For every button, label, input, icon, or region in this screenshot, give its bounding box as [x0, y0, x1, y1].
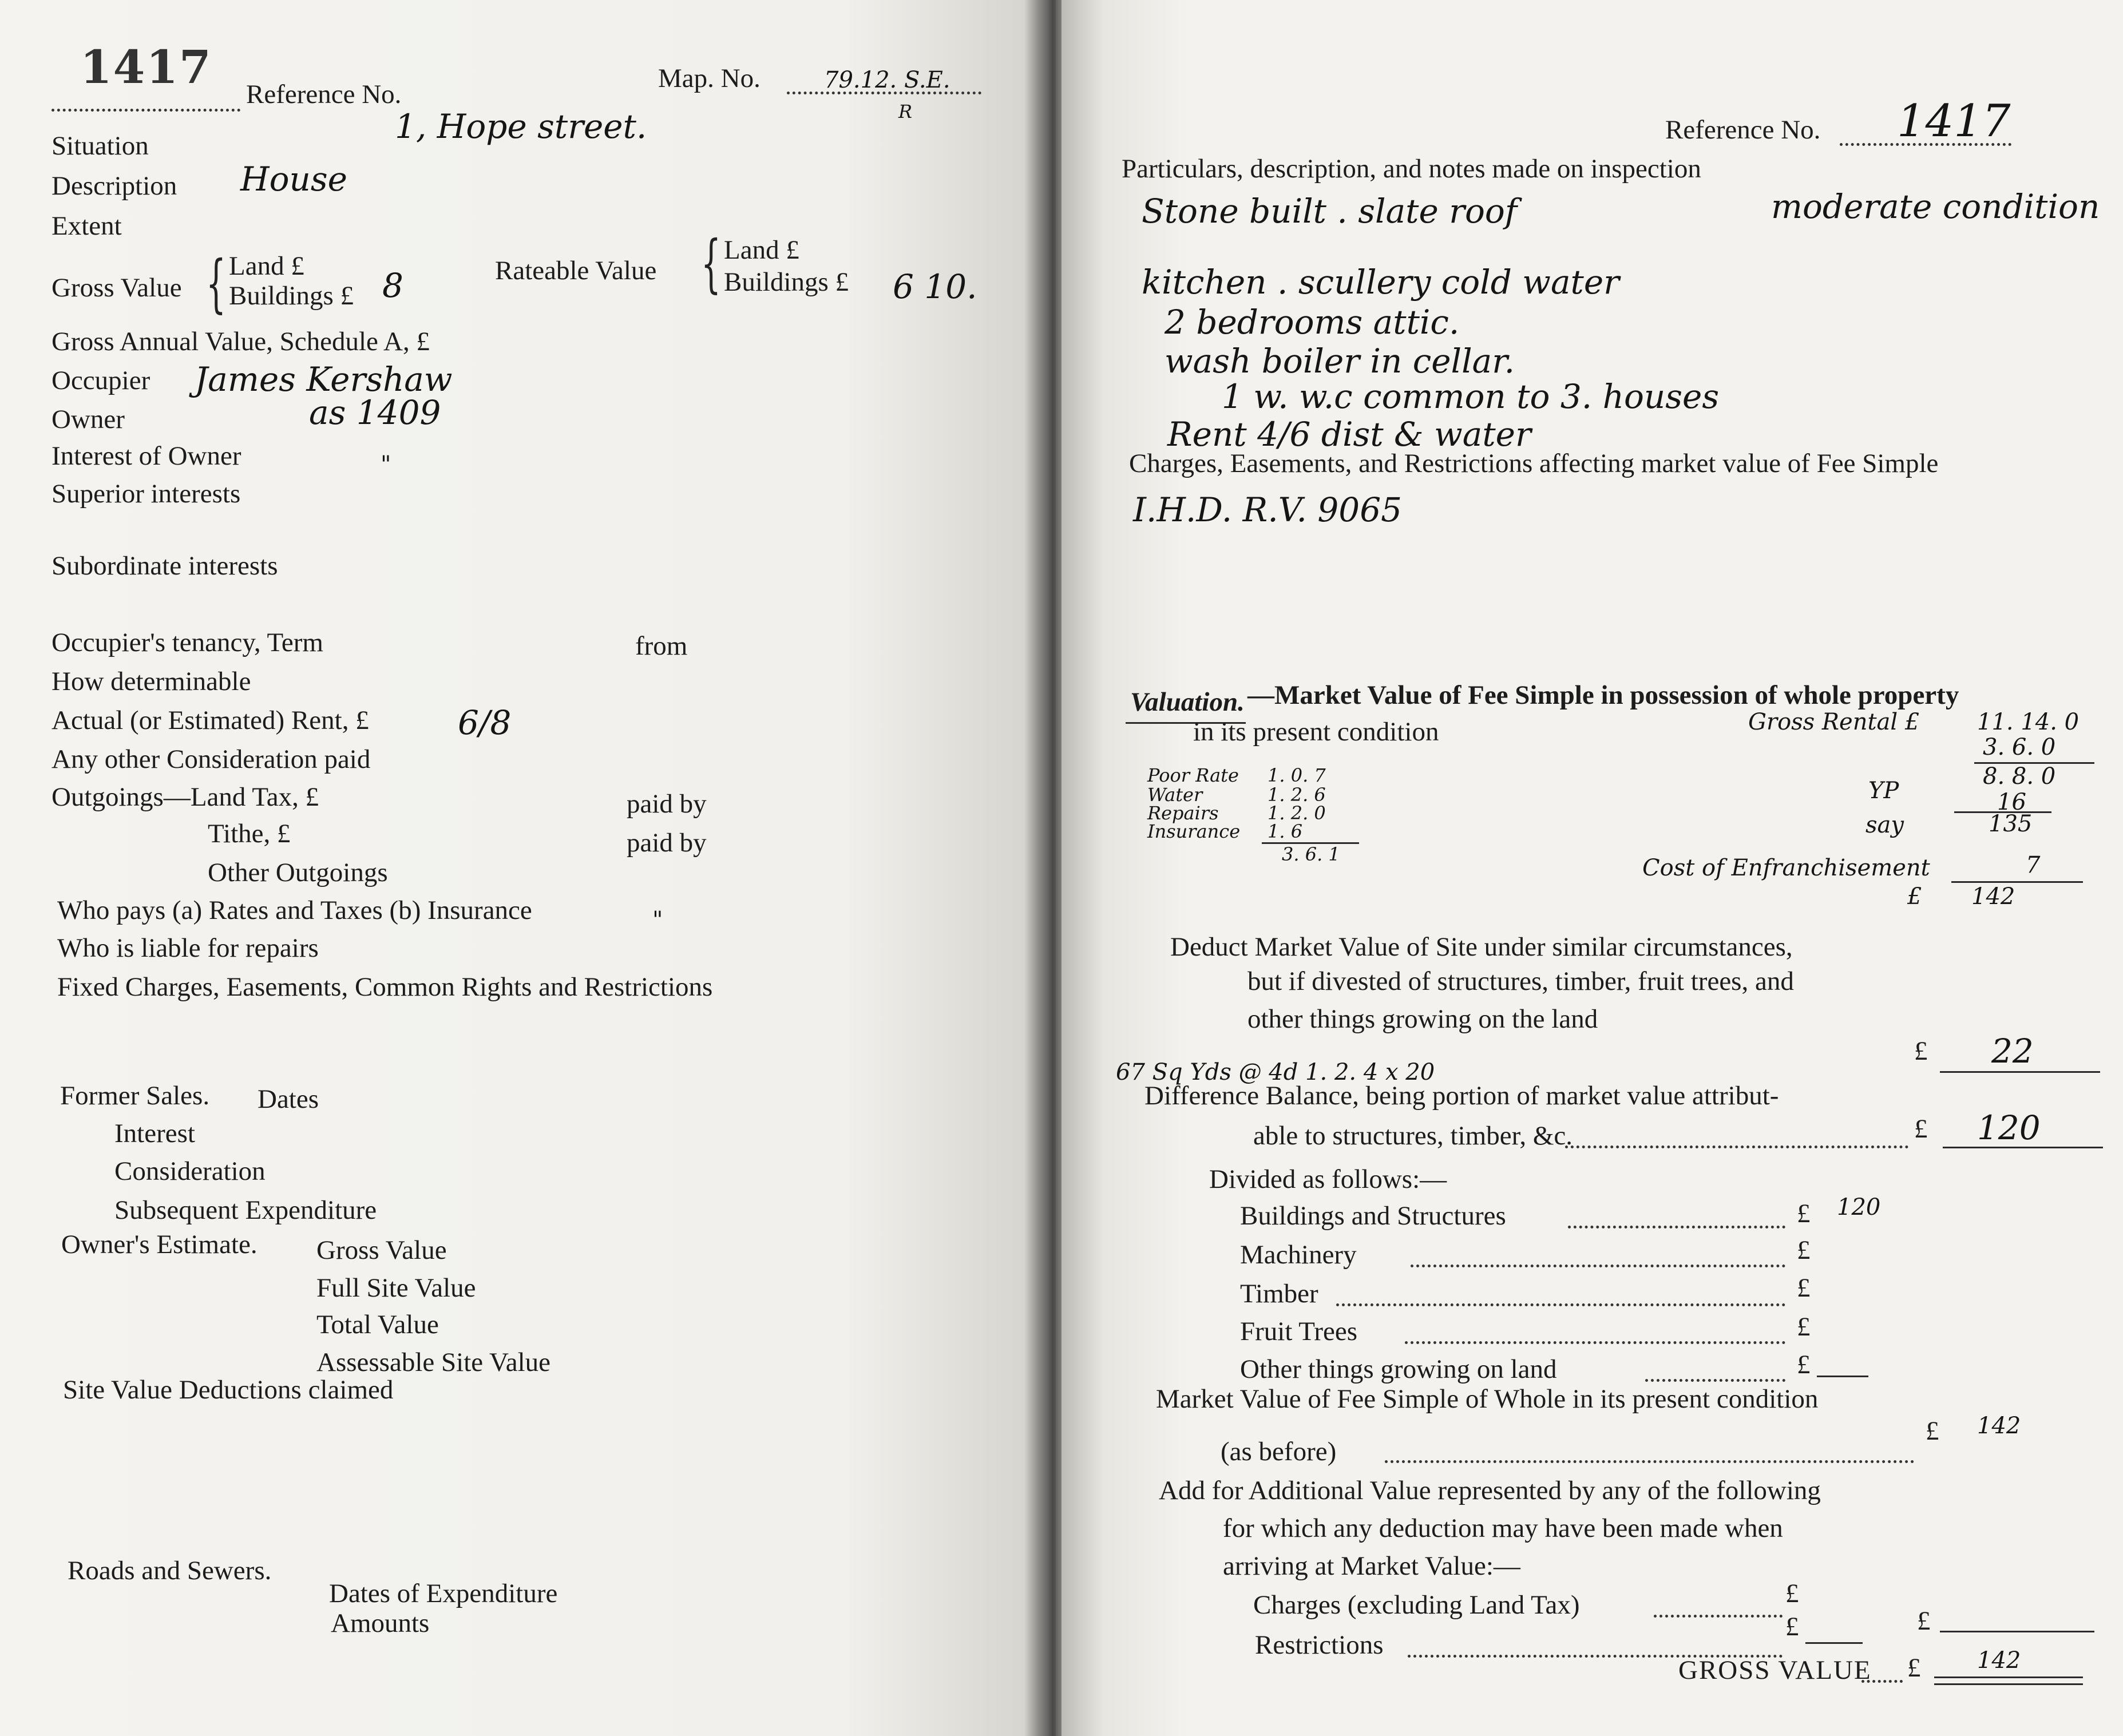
interest-owner-value: " — [381, 451, 391, 478]
who-pays-value: " — [652, 907, 663, 933]
owners-estimate-label: Owner's Estimate. — [61, 1230, 258, 1259]
division-label-3: Timber — [1240, 1279, 1318, 1309]
restrictions-label: Restrictions — [1255, 1630, 1384, 1660]
outgoing-value-2: 1. 2. 6 — [1268, 784, 1326, 806]
division-pound-1: £ — [1797, 1199, 1811, 1228]
division-value-1: 120 — [1837, 1194, 1881, 1220]
rent-label: Actual (or Estimated) Rent, £ — [52, 706, 369, 735]
charges-excl-label: Charges (excluding Land Tax) — [1253, 1590, 1580, 1620]
gross-value-rule-2 — [1934, 1683, 2083, 1685]
division-label-5: Other things growing on land — [1240, 1354, 1557, 1384]
site-pound: £ — [1914, 1036, 1928, 1066]
charges-excl-dots — [1654, 1615, 1783, 1618]
gross-value-label: Gross Value — [52, 273, 182, 303]
situation-value: 1, Hope street. — [395, 107, 647, 146]
outgoing-name-3: Repairs — [1147, 802, 1219, 824]
site-calc: 67 Sq Yds @ 4d 1. 2. 4 x 20 — [1116, 1059, 1435, 1085]
map-value: 79.12. S.E. — [824, 67, 950, 93]
gross-value2-label: Gross Value — [316, 1235, 447, 1265]
extent-label: Extent — [52, 211, 122, 241]
outgoing-name-1: Poor Rate — [1147, 764, 1239, 786]
who-pays-label: Who pays (a) Rates and Taxes (b) Insurance — [57, 895, 532, 925]
difference-dots — [1565, 1146, 1908, 1148]
occupier-label: Occupier — [52, 366, 150, 395]
division-dots-3 — [1336, 1303, 1785, 1306]
site-value: 22 — [1991, 1032, 2034, 1071]
outgoing-name-4: Insurance — [1147, 821, 1241, 842]
division-label-1: Buildings and Structures — [1240, 1201, 1506, 1231]
gross-rental-label: Gross Rental £ — [1748, 709, 1920, 735]
charges-label: Charges, Easements, and Restrictions affecting market value of Fee Simple — [1129, 449, 1939, 478]
map-value-sub: R — [898, 101, 913, 122]
description-label: Description — [52, 171, 177, 201]
roads-label: Roads and Sewers. — [68, 1556, 272, 1586]
total-value-label: Total Value — [316, 1310, 439, 1339]
total-pound: £ — [1907, 883, 1922, 910]
outgoings-total: 3. 6. 1 — [1282, 843, 1340, 865]
interest-owner-label: Interest of Owner — [52, 441, 241, 471]
dates-expenditure-label: Dates of Expenditure — [329, 1579, 558, 1608]
consideration2-label: Consideration — [114, 1156, 266, 1186]
description-value: House — [240, 160, 347, 199]
gross-annual-label: Gross Annual Value, Schedule A, £ — [52, 327, 430, 356]
paid-by-2: paid by — [627, 828, 707, 858]
valuation-text2: in its present condition — [1193, 717, 1439, 747]
division-dots-1 — [1568, 1226, 1785, 1228]
division-label-4: Fruit Trees — [1240, 1317, 1358, 1346]
market-value-dots — [1385, 1460, 1914, 1463]
total-value: 142 — [1971, 883, 2015, 910]
tithe-label: Tithe, £ — [208, 819, 291, 849]
interest-label: Interest — [114, 1119, 195, 1148]
valuation-label: Valuation. — [1130, 687, 1245, 717]
site-deductions-label: Site Value Deductions claimed — [63, 1375, 394, 1405]
reference-label: Reference No. — [246, 80, 402, 109]
add-line-3: arriving at Market Value:— — [1223, 1551, 1520, 1581]
from-label: from — [635, 631, 688, 661]
outgoing-value-3: 1. 2. 0 — [1268, 802, 1326, 824]
charges-value: I.H.D. R.V. 9065 — [1133, 490, 1403, 529]
additional-pound: £ — [1917, 1606, 1931, 1636]
subsequent-label: Subsequent Expenditure — [114, 1195, 377, 1225]
less-value: 3. 6. 0 — [1983, 734, 2056, 760]
other-outgoings-label: Other Outgoings — [208, 858, 388, 887]
yp-value: 16 — [1997, 789, 2026, 815]
particulars-label: Particulars, description, and notes made on inspection — [1122, 154, 1701, 184]
deduct-line-3: other things growing on the land — [1247, 1004, 1598, 1034]
outgoing-value-4: 1. 6 — [1268, 821, 1303, 842]
consideration-label: Any other Consideration paid — [52, 744, 371, 774]
occupier-value: James Kershaw — [195, 360, 453, 399]
valuation-text: —Market Value of Fee Simple in possession of whole property — [1247, 680, 1959, 710]
outgoing-name-2: Water — [1147, 784, 1203, 806]
additional-rule — [1940, 1631, 2094, 1632]
reference-value: 1417 — [1897, 96, 2011, 147]
owner-label: Owner — [52, 405, 125, 434]
full-site-label: Full Site Value — [316, 1273, 476, 1303]
stamp-number: 1417 — [80, 40, 212, 94]
deduct-line-1: Deduct Market Value of Site under similar circumstances, — [1170, 932, 1793, 962]
note-line-7: Rent 4/6 dist & water — [1167, 415, 1531, 454]
land-label: Land £ — [229, 251, 304, 281]
rv-buildings-label: Buildings £ — [724, 267, 849, 297]
gross-value-rule-1 — [1934, 1676, 2083, 1678]
rv-land-label: Land £ — [724, 235, 799, 265]
site-rule — [1940, 1071, 2100, 1073]
division-pound-3: £ — [1797, 1273, 1811, 1303]
division-pound-2: £ — [1797, 1235, 1811, 1265]
division-label-2: Machinery — [1240, 1240, 1357, 1270]
divided-label: Divided as follows:— — [1209, 1164, 1447, 1194]
outgoings-label: Outgoings—Land Tax, £ — [52, 782, 319, 812]
yp-label: YP — [1868, 778, 1899, 804]
difference-line-1: Difference Balance, being portion of market value attribut- — [1144, 1081, 1779, 1111]
note-line-6: 1 w. w.c common to 3. houses — [1222, 377, 1720, 416]
dates-label: Dates — [258, 1084, 319, 1114]
rateable-value-brace: { — [701, 227, 721, 300]
market-value-line-2: (as before) — [1221, 1437, 1337, 1467]
buildings-label: Buildings £ — [229, 281, 354, 311]
market-value-line-1: Market Value of Fee Simple of Whole in its present condition — [1156, 1384, 1819, 1414]
fixed-charges-label: Fixed Charges, Easements, Common Rights and Restrictions — [57, 972, 713, 1002]
outgoing-value-1: 1. 0. 7 — [1268, 764, 1326, 786]
repairs-label: Who is liable for repairs — [57, 933, 319, 963]
deduct-line-2: but if divested of structures, timber, fruit trees, and — [1247, 966, 1794, 996]
situation-label: Situation — [52, 131, 149, 161]
owner-value: as 1409 — [309, 393, 441, 432]
map-label: Map. No. — [658, 64, 761, 93]
reference-dots — [52, 109, 240, 112]
determinable-label: How determinable — [52, 667, 251, 696]
restrictions-rule — [1805, 1642, 1863, 1644]
division-pound-5: £ — [1797, 1350, 1811, 1380]
rateable-value-label: Rateable Value — [495, 256, 657, 286]
charges-excl-pound: £ — [1785, 1579, 1799, 1608]
gross-rental-value: 11. 14. 0 — [1977, 709, 2080, 735]
subordinate-interests-label: Subordinate interests — [52, 551, 278, 581]
rent-value: 6/8 — [458, 703, 512, 742]
market-value-pound: £ — [1926, 1416, 1939, 1446]
note-line-2: moderate condition — [1771, 187, 2100, 226]
rv-buildings-value: 6 10. — [893, 267, 977, 306]
difference-value: 120 — [1977, 1108, 2041, 1147]
assessable-label: Assessable Site Value — [316, 1347, 551, 1377]
amounts-label: Amounts — [331, 1608, 430, 1638]
buildings-value: 8 — [382, 266, 403, 305]
note-line-3: kitchen . scullery cold water — [1142, 263, 1619, 302]
note-line-5: wash boiler in cellar. — [1165, 342, 1515, 381]
cost-label: Cost of Enfranchisement — [1642, 855, 1930, 881]
division-dots-2 — [1411, 1265, 1785, 1267]
gross-value: 142 — [1977, 1647, 2021, 1674]
net-value: 8. 8. 0 — [1983, 763, 2056, 790]
cost-value: 7 — [2026, 852, 2041, 878]
add-line-1: Add for Additional Value represented by any of the following — [1159, 1476, 1821, 1505]
gross-value-dots — [1861, 1680, 1903, 1683]
left-page — [0, 0, 1056, 1736]
difference-line-2: able to structures, timber, &c. — [1253, 1121, 1573, 1151]
paid-by-1: paid by — [627, 789, 707, 819]
division-rule — [1817, 1376, 1868, 1377]
former-sales-label: Former Sales. — [60, 1081, 210, 1111]
restrictions-pound: £ — [1785, 1612, 1799, 1642]
difference-pound: £ — [1914, 1114, 1928, 1144]
tenancy-label: Occupier's tenancy, Term — [52, 628, 323, 657]
division-dots-4 — [1405, 1341, 1785, 1344]
reference-label: Reference No. — [1665, 115, 1821, 145]
say-label: say — [1865, 812, 1904, 838]
gross-value-pound: £ — [1907, 1653, 1921, 1683]
difference-rule — [1943, 1147, 2103, 1148]
gross-value-label: GROSS VALUE — [1678, 1655, 1872, 1685]
note-line-1: Stone built . slate roof — [1142, 192, 1518, 231]
market-value: 142 — [1977, 1413, 2021, 1439]
right-page — [1062, 0, 2123, 1736]
say-value: 135 — [1989, 811, 2033, 837]
add-line-2: for which any deduction may have been made when — [1223, 1513, 1783, 1543]
cost-rule — [1951, 881, 2083, 883]
gross-value-brace: { — [206, 247, 226, 320]
division-dots-5 — [1645, 1379, 1785, 1382]
note-line-4: 2 bedrooms attic. — [1165, 303, 1460, 342]
superior-interests-label: Superior interests — [52, 479, 241, 509]
division-pound-4: £ — [1797, 1312, 1811, 1342]
